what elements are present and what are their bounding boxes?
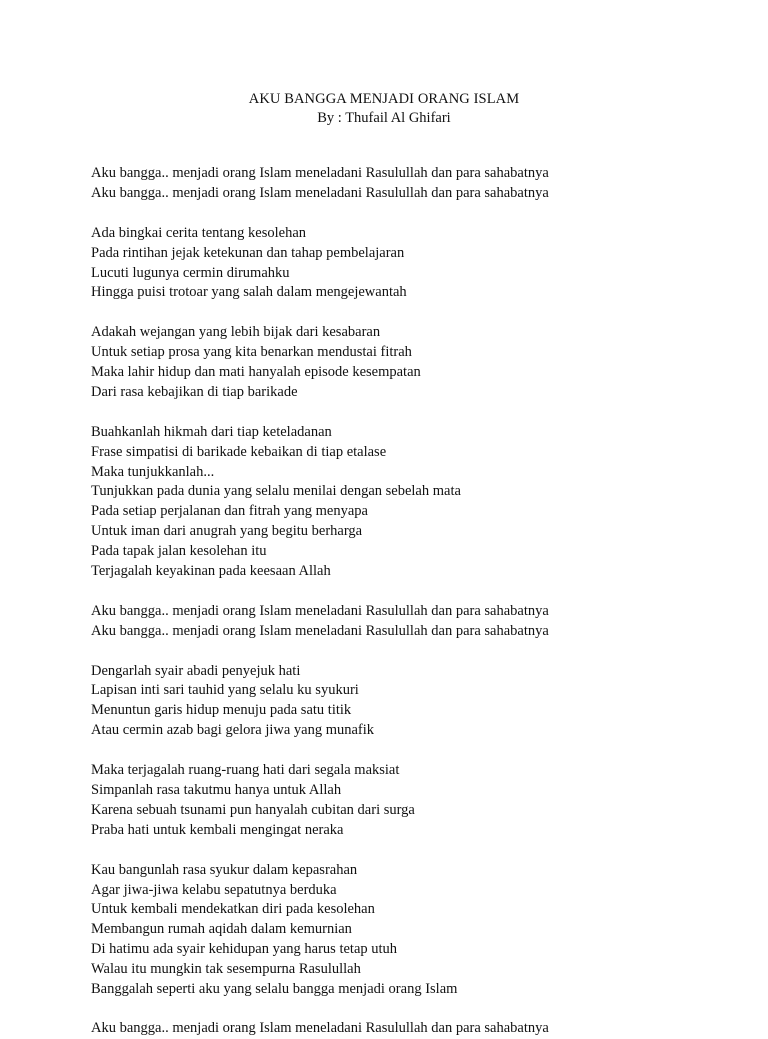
poem-line: Maka terjagalah ruang-ruang hati dari segala maksiat [91,762,400,779]
poem-line: Terjagalah keyakinan pada keesaan Allah [91,563,331,580]
poem-line: Buahkanlah hikmah dari tiap keteladanan [91,423,332,440]
poem-line: Aku bangga.. menjadi orang Islam meneladani Rasulullah dan para sahabatnya [91,622,549,639]
poem-line: Aku bangga.. menjadi orang Islam meneladani Rasulullah dan para sahabatnya [91,602,549,619]
stanza [91,861,731,1000]
stanza [91,224,731,304]
stanza [91,662,731,742]
poem-line: Dari rasa kebajikan di tiap barikade [91,383,298,400]
poem-line: Karena sebuah tsunami pun hanyalah cubitan dari surga [91,801,415,818]
poem-line: Dengarlah syair abadi penyejuk hati [91,662,301,679]
poem-body [91,164,731,1020]
stanza [91,423,731,582]
poem-line: Tunjukkan pada dunia yang selalu menilai dengan sebelah mata [91,483,461,500]
poem-line: Pada setiap perjalanan dan fitrah yang menyapa [91,503,368,520]
poem-line: Banggalah seperti aku yang selalu bangga menjadi orang Islam [91,981,458,998]
cut-off-line [91,1020,561,1036]
stanza [91,761,731,841]
poem-line: Lapisan inti sari tauhid yang selalu ku syukuri [91,682,359,699]
poem-line: Di hatimu ada syair kehidupan yang harus tetap utuh [91,941,398,958]
stanza [91,602,731,642]
poem-line: Pada rintihan jejak ketekunan dan tahap pembelajaran [91,244,405,261]
poem-byline: By : Thufail Al Ghifari [317,110,451,126]
poem-line: Lucuti lugunya cermin dirumahku [91,264,290,281]
poem-title: AKU BANGGA MENJADI ORANG ISLAM [248,91,520,107]
poem-line: Untuk setiap prosa yang kita benarkan mendustai fitrah [91,344,412,361]
poem-line: Ada bingkai cerita tentang kesolehan [91,224,307,241]
title-block [0,90,768,128]
poem-line: Untuk kembali mendekatkan diri pada kesolehan [91,901,375,918]
poem-line: Maka tunjukkanlah... [91,463,215,480]
poem-line: Praba hati untuk kembali mengingat neraka [91,821,344,838]
poem-line: Adakah wejangan yang lebih bijak dari kesabaran [91,324,381,341]
poem-line: Simpanlah rasa takutmu hanya untuk Allah [91,782,342,798]
poem-line: Menuntun garis hidup menuju pada satu titik [91,702,352,719]
stanza [91,323,731,403]
poem-line: Pada tapak jalan kesolehan itu [91,543,267,560]
poem-line: Untuk iman dari anugrah yang begitu berharga [91,523,363,540]
poem-line: Aku bangga.. menjadi orang Islam meneladani Rasulullah dan para sahabatnya [91,165,549,181]
poem-line: Aku bangga.. menjadi orang Islam meneladani Rasulullah dan para sahabatnya [91,184,549,201]
poem-line: Maka lahir hidup dan mati hanyalah episode kesempatan [91,364,421,381]
poem-line: Membangun rumah aqidah dalam kemurnian [91,921,352,938]
poem-line: Frase simpatisi di barikade kebaikan di tiap etalase [91,443,387,460]
poem-line: Hingga puisi trotoar yang salah dalam mengejewantah [91,284,407,301]
poem-line: Atau cermin azab bagi gelora jiwa yang munafik [91,722,375,739]
poem-line: Agar jiwa-jiwa kelabu sepatutnya berduka [91,881,337,898]
stanza [91,164,731,204]
poem-line: Kau bangunlah rasa syukur dalam kepasrahan [91,861,358,878]
cut-off-line-text: Aku bangga.. menjadi orang Islam meneladani Rasulullah dan para sahabatnya [91,1020,549,1036]
poem-line: Walau itu mungkin tak sesempurna Rasulullah [91,961,361,978]
